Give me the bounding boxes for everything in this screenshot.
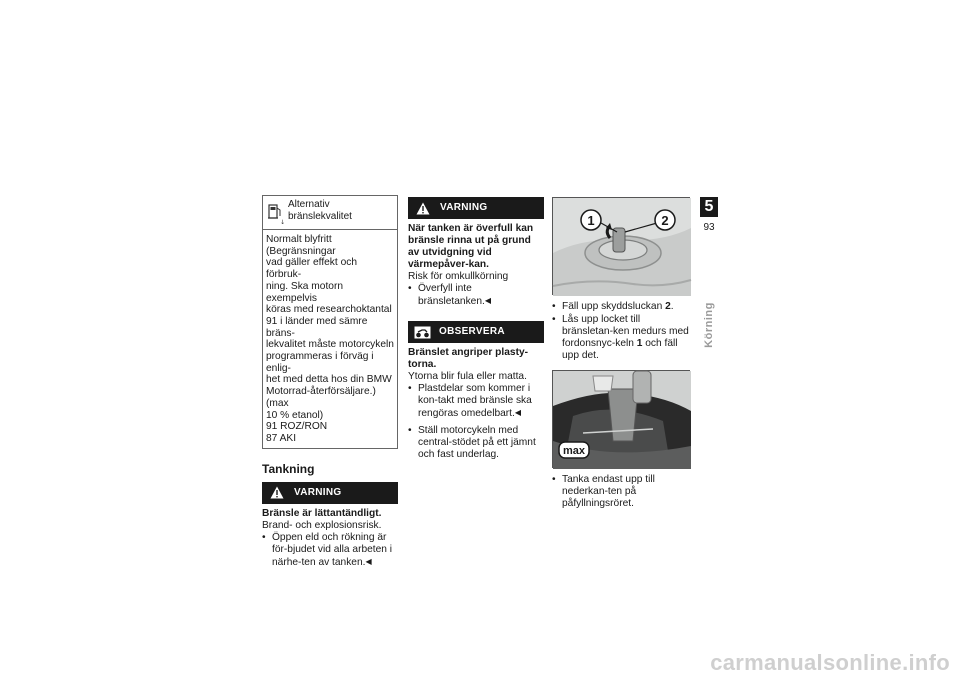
fuel-cap-photo (552, 197, 690, 295)
step-1-ref: 2 (665, 301, 671, 312)
notice-bullet-1: • Plastdelar som kommer i kon-takt med bränsle ska rengöras omedelbart.◀ (408, 383, 544, 420)
warning-triangle-icon (416, 202, 430, 215)
warning-label-2: VARNING (440, 202, 488, 213)
filler-neck-illustration (553, 371, 691, 469)
warning1-bullet: • Öppen eld och rökning är för-bjudet vid alla arbeten i närhe-ten av tanken.◀ (262, 532, 398, 569)
step-2-ref: 1 (636, 338, 643, 349)
column-middle (408, 197, 544, 466)
watermark: carmanualsonline.info (710, 650, 950, 675)
warning-bar-2 (408, 197, 544, 219)
warning2-text: Risk för omkullkörning (408, 271, 509, 282)
page-number: 93 (703, 222, 715, 233)
warning1-text: Brand- och explosionsrisk. (262, 519, 382, 531)
chapter-number: 5 (700, 197, 718, 217)
column-right (552, 197, 692, 515)
step-3: • Tanka endast upp till nederkan-ten på påfyllningsröret. (552, 474, 692, 510)
notice-label: OBSERVERA (439, 326, 505, 337)
fuel-pump-icon (266, 203, 284, 225)
notice-bullet-2: • Ställ motorcykeln med central-stödet på ett jämnt och fast underlag. (408, 425, 544, 461)
alt-fuel-body: Normalt blyfritt (Begränsningar vad gäller effekt och förbruk- ning. Ska motorn exempelvis köras med researchoktantal 91 i länder med sämre bräns- lekvalitet måste motorcykeln programmeras i förväg i enlig- het med detta hos din BMW Motorrad-återförsäljare.) (max 10 % etanol) 91 ROZ/RON 87 AKI (266, 234, 394, 444)
motorcycle-notice-icon (414, 326, 431, 339)
chapter-title: Körning (703, 302, 715, 348)
filler-neck-photo (552, 370, 690, 468)
callout-2-label: 2 (661, 213, 669, 228)
max-callout-label: max (562, 445, 586, 457)
section-heading: Tankning (262, 461, 315, 476)
callout-1-label: 1 (587, 213, 595, 228)
warning2-lead: När tanken är överfull kan bränsle rinna ut på grund av utvidgning vid värmepåver-kan. (408, 223, 534, 270)
end-mark-icon: ◀ (484, 296, 491, 305)
alt-fuel-table (262, 195, 398, 449)
notice-lead: Bränslet angriper plasty-torna. (408, 347, 529, 370)
alt-fuel-title: Alternativ bränslekvalitet (288, 199, 352, 222)
step-1: • Fäll upp skyddsluckan 2. (552, 301, 692, 313)
fuel-cap-illustration (553, 198, 691, 296)
end-mark-icon: ◀ (514, 408, 521, 417)
warning-bar-1 (262, 482, 398, 504)
column-left (262, 195, 398, 574)
notice-bar (408, 321, 544, 343)
warning-triangle-icon (270, 486, 284, 499)
svg-text:↓: ↓ (280, 219, 286, 226)
chapter-tab (700, 197, 718, 233)
warning1-lead: Bränsle är lättantändligt. (262, 507, 382, 519)
step-2: • Lås upp locket till bränsletan-ken medurs med fordonsnyc-keln 1 och fäll upp det. (552, 314, 692, 362)
notice-text: Ytorna blir fula eller matta. (408, 371, 527, 382)
alt-fuel-header (263, 196, 397, 230)
warning-label-1: VARNING (294, 486, 342, 498)
warning2-bullet: • Överfyll inte bränsletanken.◀ (408, 283, 544, 308)
end-mark-icon: ◀ (365, 556, 372, 566)
